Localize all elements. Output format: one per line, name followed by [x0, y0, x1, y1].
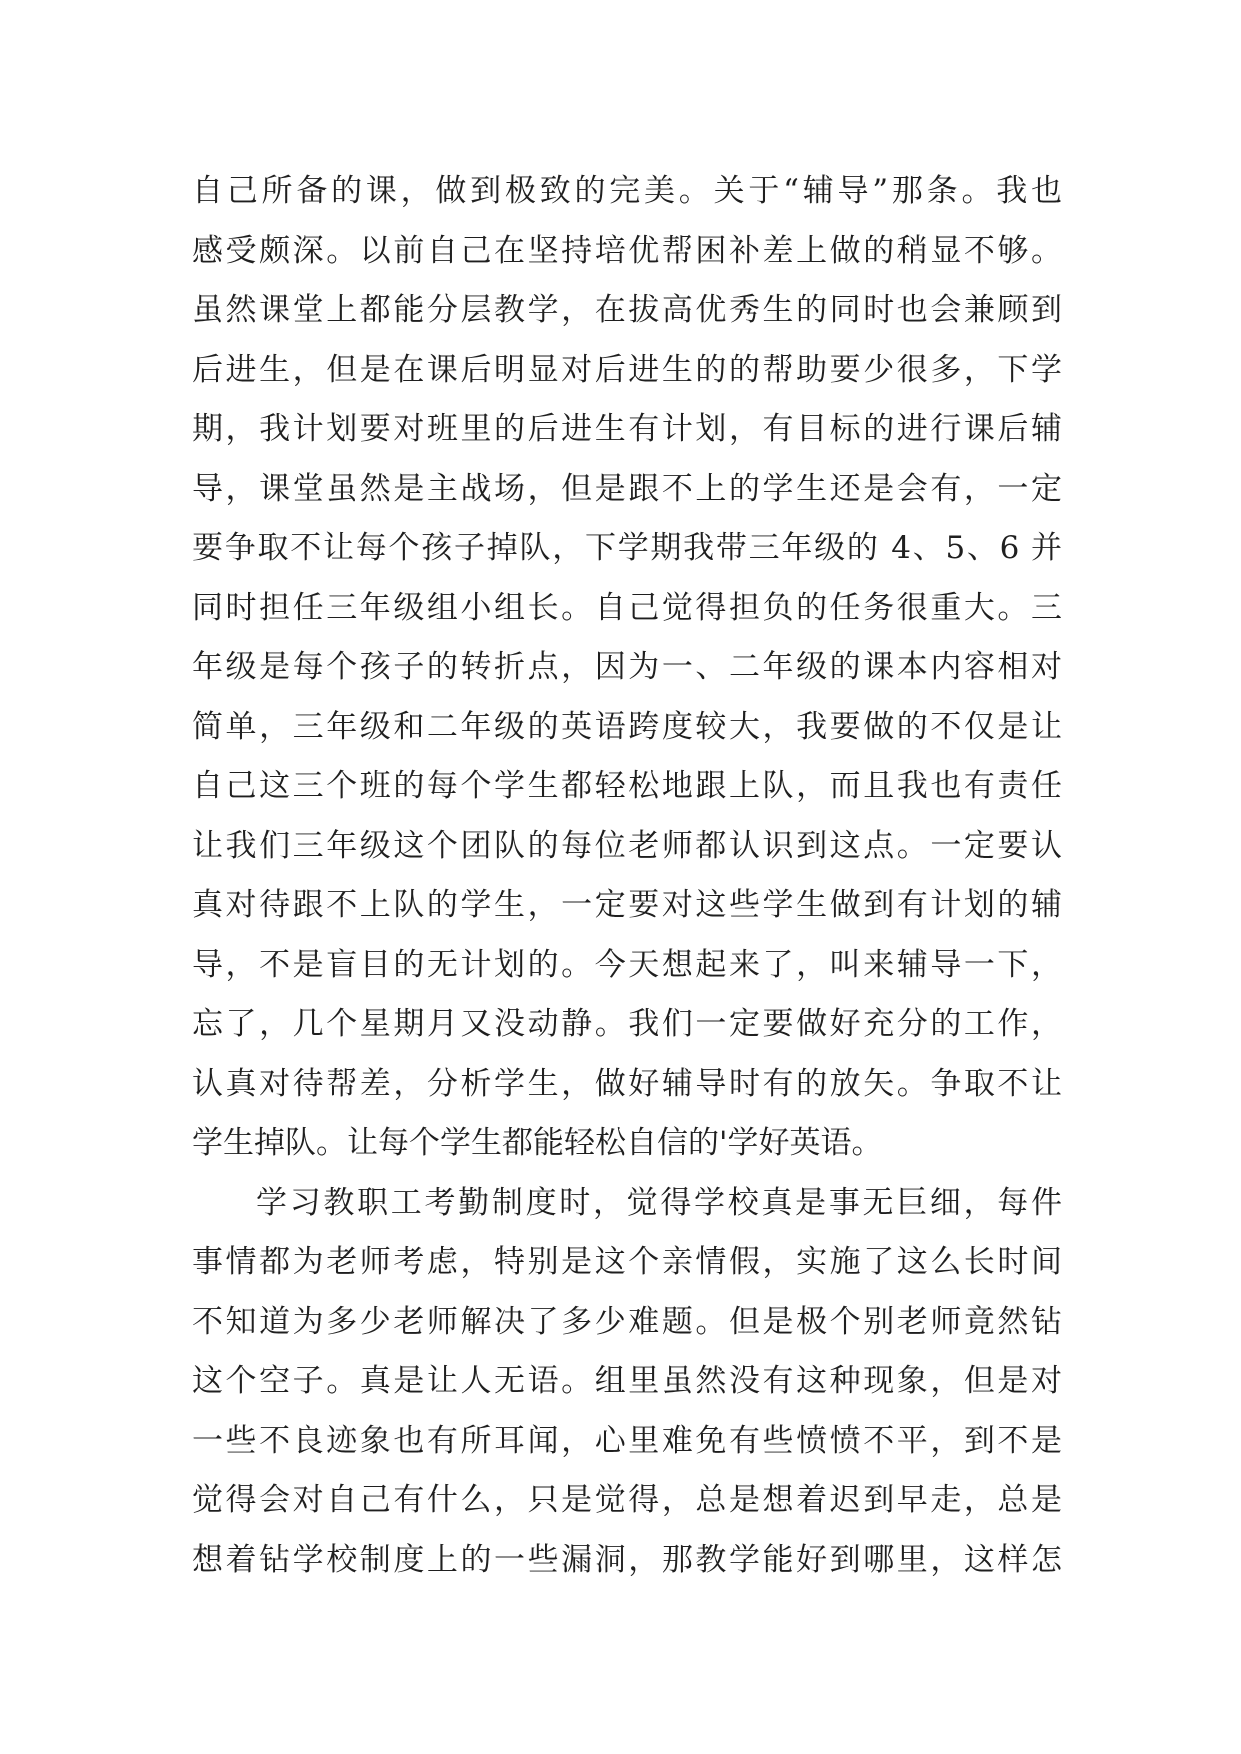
text-line: 想着钻学校制度上的一些漏洞，那教学能好到哪里，这样怎 [192, 1541, 1062, 1578]
text-line: 真对待跟不上队的学生，一定要对这些学生做到有计划的辅 [192, 887, 1062, 923]
text-line: 虽然课堂上都能分层教学，在拔高优秀生的同时也会兼顾到 [192, 292, 1062, 328]
text-line: 同时担任三年级组小组长。自己觉得担负的任务很重大。三 [192, 589, 1062, 626]
text-line: 觉得会对自己有什么，只是觉得，总是想着迟到早走，总是 [192, 1482, 1062, 1518]
text-line: 导，不是盲目的无计划的。今天想起来了，叫来辅导一下， [192, 946, 1062, 983]
text-line: 要争取不让每个孩子掉队，下学期我带三年级的 4、5、6 并 [192, 530, 1062, 566]
text-line: 忘了，几个星期月又没动静。我们一定要做好充分的工作， [192, 1006, 1062, 1042]
text-line: 感受颇深。以前自己在坚持培优帮困补差上做的稍显不够。 [192, 232, 1062, 269]
text-line: 让我们三年级这个团队的每位老师都认识到这点。一定要认 [192, 827, 1062, 864]
text-line: 这个空子。真是让人无语。组里虽然没有这种现象，但是对 [192, 1363, 1062, 1399]
text-line: 简单，三年级和二年级的英语跨度较大，我要做的不仅是让 [192, 708, 1062, 745]
text-line: 学生掉队。让每个学生都能轻松自信的'学好英语。 [192, 1125, 883, 1161]
text-line: 认真对待帮差，分析学生，做好辅导时有的放矢。争取不让 [192, 1065, 1062, 1102]
text-line: 不知道为多少老师解决了多少难题。但是极个别老师竟然钻 [192, 1303, 1062, 1340]
paragraph-first-line: 学习教职工考勤制度时，觉得学校真是事无巨细，每件 [256, 1184, 1062, 1221]
text-line: 自己这三个班的每个学生都轻松地跟上队，而且我也有责任 [192, 768, 1062, 804]
text-line: 年级是每个孩子的转折点，因为一、二年级的课本内容相对 [192, 649, 1062, 685]
document-body [192, 162, 1062, 1590]
text-line: 自己所备的课，做到极致的完美。关于“辅导”那条。我也 [192, 173, 1062, 209]
text-line: 导，课堂虽然是主战场，但是跟不上的学生还是会有，一定 [192, 470, 1062, 507]
text-line: 期，我计划要对班里的后进生有计划，有目标的进行课后辅 [192, 411, 1062, 447]
text-line: 事情都为老师考虑，特别是这个亲情假，实施了这么长时间 [192, 1244, 1062, 1280]
text-line: 一些不良迹象也有所耳闻，心里难免有些愤愤不平，到不是 [192, 1422, 1062, 1459]
text-line: 后进生，但是在课后明显对后进生的的帮助要少很多，下学 [192, 351, 1062, 388]
